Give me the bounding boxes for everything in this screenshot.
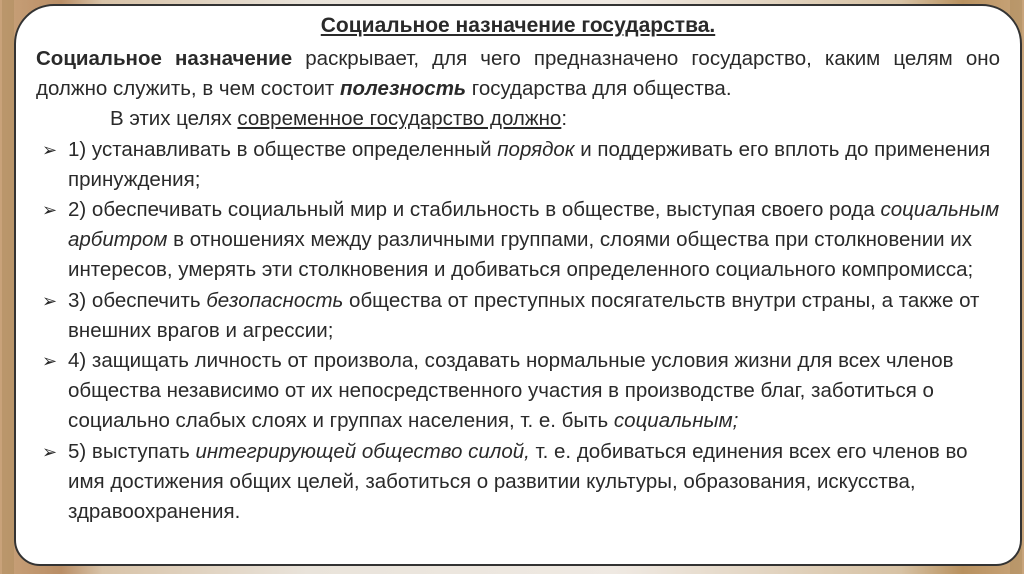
item-text: 1) устанавливать в обществе определенный <box>68 137 498 161</box>
intro-text-2: государства для общества. <box>466 77 732 101</box>
item-emphasis: порядок <box>497 137 575 161</box>
item-text: и поддерживать его вплоть до применения принуждения; <box>68 137 991 191</box>
lead-line <box>36 104 1000 134</box>
item-emphasis: безопасность <box>206 288 344 312</box>
item-emphasis: интегрирующей общество силой, <box>195 439 530 463</box>
item-text: 4) защищать личность от произвола, создавать нормальные условия жизни для всех членов общества независимо от их непосредственного участия в производстве благ, заботиться о социально слабых слоях и группах населения, т. е. быть <box>68 349 954 433</box>
background-decor-left <box>2 0 14 574</box>
list-item <box>36 437 1000 528</box>
item-emphasis: социальным; <box>613 409 739 433</box>
item-emphasis: социальным арбитром <box>68 198 1000 252</box>
arrow-bullet-icon: ➢ <box>42 139 58 160</box>
item-text: 2) обеспечивать социальный мир и стабильность в обществе, выступая своего рода <box>68 198 881 222</box>
item-text: 3) обеспечить <box>68 288 207 312</box>
arrow-bullet-icon: ➢ <box>42 441 58 462</box>
item-text: т. е. добиваться единения всех его членов во имя достижения общих целей, заботиться о развитии культуры, образования, искусства, здравоохранения. <box>68 439 968 524</box>
arrow-bullet-icon: ➢ <box>42 351 58 372</box>
item-text: 5) выступать <box>68 439 196 463</box>
intro-text-1: раскрывает, для чего предназначено государство, каким целям оно должно служить, в чем состоит <box>36 47 1001 101</box>
lead-underlined: современное государство должно <box>237 107 562 131</box>
item-text: в отношениях между различными группами, слоями общества при столкновении их интересов, умерять эти столкновения и добиваться определенного социального компромисса; <box>68 228 974 282</box>
list-item <box>36 195 1000 286</box>
arrow-bullet-icon: ➢ <box>42 290 58 311</box>
list-item <box>36 135 1000 195</box>
intro-paragraph <box>36 44 1000 104</box>
arrow-bullet-icon: ➢ <box>42 200 58 221</box>
lead-suffix: : <box>561 107 568 131</box>
lead-prefix: В этих целях <box>110 107 238 131</box>
list-item <box>36 346 1000 437</box>
page-title: Социальное назначение государства. <box>320 14 716 37</box>
content-card <box>14 4 1022 566</box>
item-text: общества от преступных посягательств внутри страны, а также от внешних врагов и агрессии; <box>68 288 980 342</box>
intro-emphasis: полезность <box>340 77 467 101</box>
goals-list <box>36 135 1000 528</box>
intro-term: Социальное назначение <box>36 47 293 70</box>
list-item <box>36 286 1000 346</box>
